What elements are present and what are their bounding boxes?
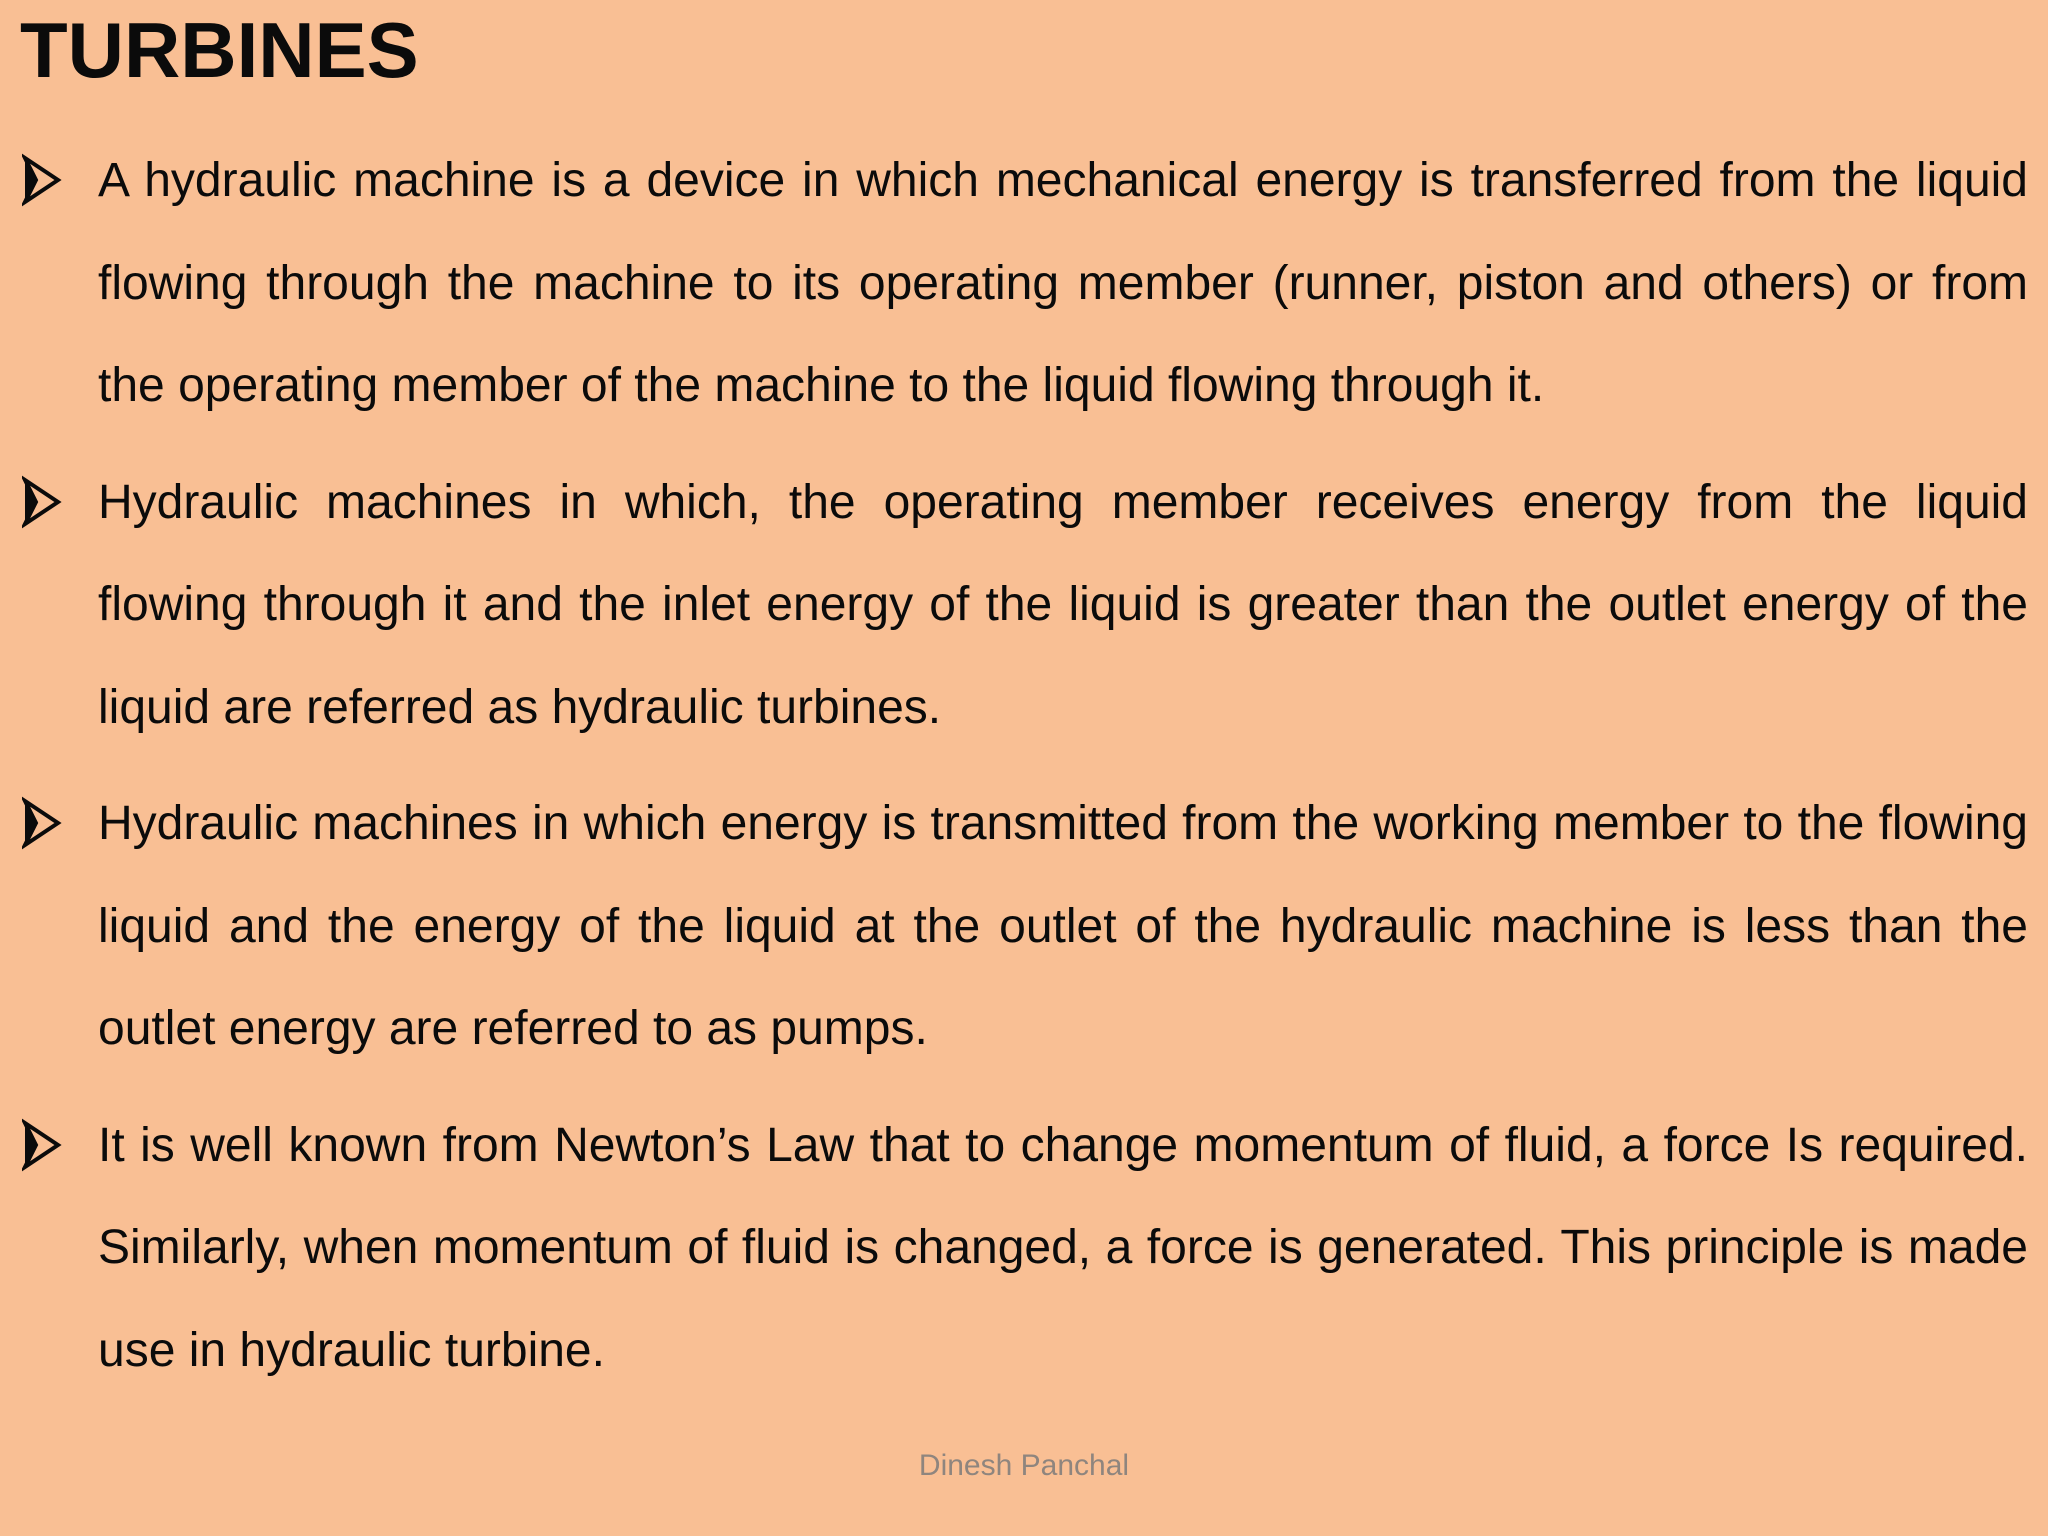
bullet-item xyxy=(22,130,2028,438)
arrowhead-bullet-icon xyxy=(22,474,62,530)
footer-author: Dinesh Panchal xyxy=(918,1449,1130,1482)
bullet-text: A hydraulic machine is a device in which mechanical energy is transferred from the liquid flowing through the machine to its operating member (runner, piston and others) or from the operating member of the machine to the liquid flowing through it. xyxy=(98,154,2028,412)
arrowhead-bullet-icon xyxy=(22,795,62,851)
bullet-list xyxy=(22,130,2028,1416)
slide-title: TURBINES xyxy=(20,6,419,94)
bullet-text: Hydraulic machines in which, the operating member receives energy from the liquid flowing through it and the inlet energy of the liquid is greater than the outlet energy of the liquid are referred as hydraulic turbines. xyxy=(98,475,2028,734)
bullet-item xyxy=(22,452,2028,760)
bullet-text: Hydraulic machines in which energy is transmitted from the working member to the flowing liquid and the energy of the liquid at the outlet of the hydraulic machine is less than the outlet energy are referred to as pumps. xyxy=(98,797,2028,1055)
arrowhead-bullet-icon xyxy=(22,152,62,208)
arrowhead-bullet-icon xyxy=(22,1117,62,1173)
bullet-item xyxy=(22,773,2028,1081)
bullet-item xyxy=(22,1095,2028,1403)
bullet-text: It is well known from Newton’s Law that to change momentum of fluid, a force Is required. Similarly, when momentum of fluid is changed, a force is generated. This principle is made use in hydraulic turbine. xyxy=(98,1118,2028,1377)
